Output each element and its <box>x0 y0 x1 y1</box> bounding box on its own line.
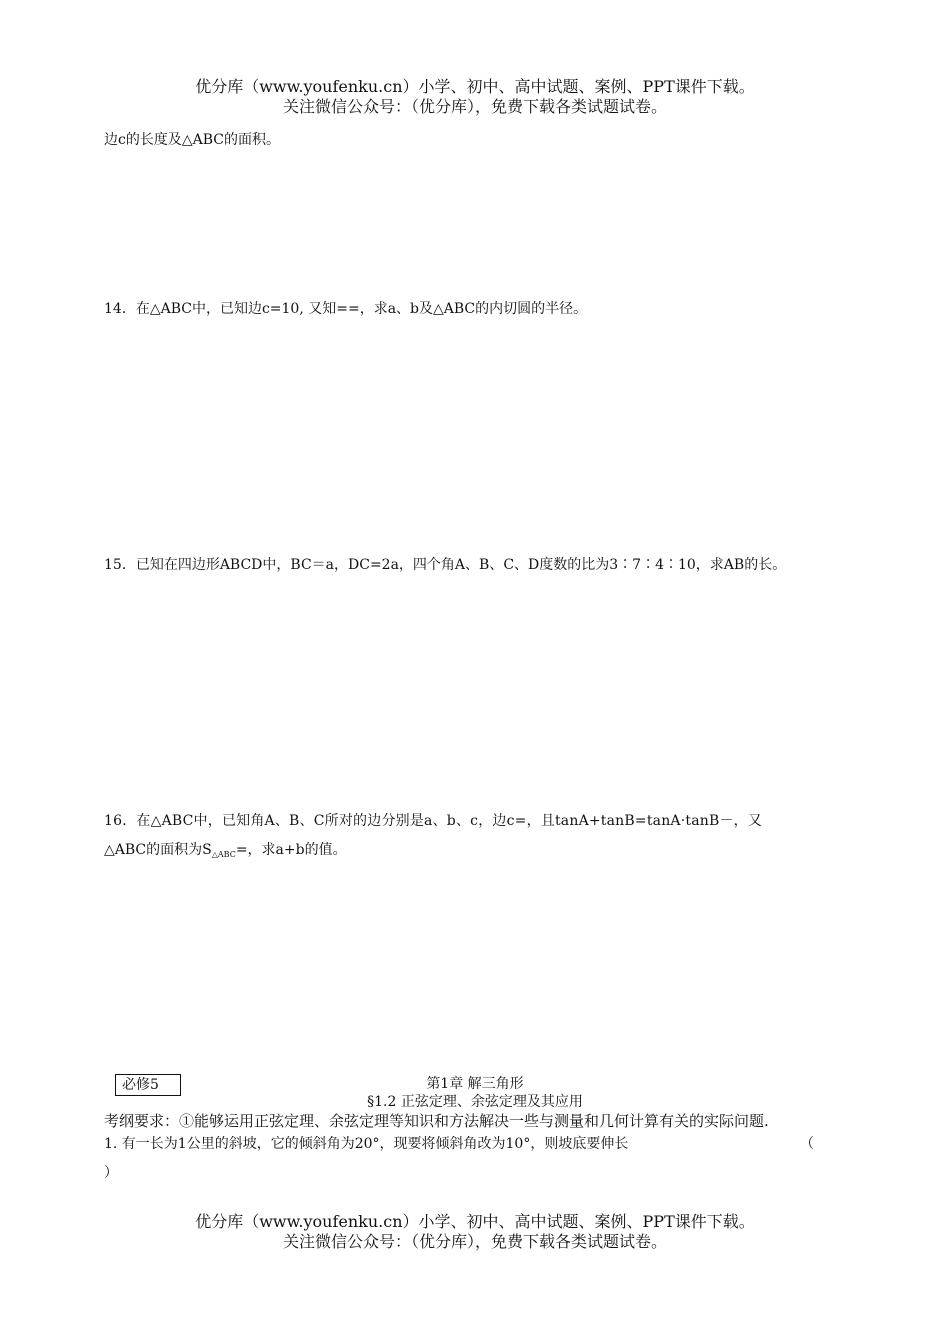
problem-14: 14．在△ABC中，已知边c=10, 又知==，求a、b及△ABC的内切圆的半径。 <box>104 301 588 317</box>
syllabus-requirement: 考纲要求：①能够运用正弦定理、余弦定理等知识和方法解决一些与测量和几何计算有关的实际问题. <box>104 1112 769 1130</box>
question-1: 1. 有一长为1公里的斜坡，它的倾斜角为20°，现要将倾斜角改为10°，则坡底要伸长 <box>104 1136 629 1152</box>
problem-16-line-2 <box>104 840 347 865</box>
problem-16-line-1: 16．在△ABC中，已知角A、B、C所对的边分别是a、b、c，边c=，且tanA+tanB=tanA·tanB－，又 <box>104 813 763 829</box>
chapter-title: 第1章 解三角形 <box>426 1076 524 1092</box>
question-1-answer-paren-close: ） <box>104 1165 118 1181</box>
section-label-box: 必修5 <box>115 1074 181 1096</box>
footer-line-1: 优分库（www.youfenku.cn）小学、初中、高中试题、案例、PPT课件下载。 <box>195 1212 755 1231</box>
section-title: §1.2 正弦定理、余弦定理及其应用 <box>367 1094 583 1110</box>
header-line-2: 关注微信公众号：（优分库），免费下载各类试题试卷。 <box>282 97 667 116</box>
problem-16-subscript: △ABC <box>211 850 236 859</box>
problem-16-text-before: △ABC的面积为S <box>104 842 212 858</box>
problem-15: 15．已知在四边形ABCD中，BC＝a，DC=2a，四个角A、B、C、D度数的比为3∶7∶4∶10，求AB的长。 <box>104 557 787 573</box>
question-1-answer-paren-open: （ <box>800 1136 814 1152</box>
header-line-1: 优分库（www.youfenku.cn）小学、初中、高中试题、案例、PPT课件下载。 <box>195 77 755 96</box>
problem-16-text-after: =，求a+b的值。 <box>235 842 347 858</box>
problem-13-continuation: 边c的长度及△ABC的面积。 <box>104 132 280 148</box>
footer-line-2: 关注微信公众号：（优分库），免费下载各类试题试卷。 <box>282 1232 667 1251</box>
